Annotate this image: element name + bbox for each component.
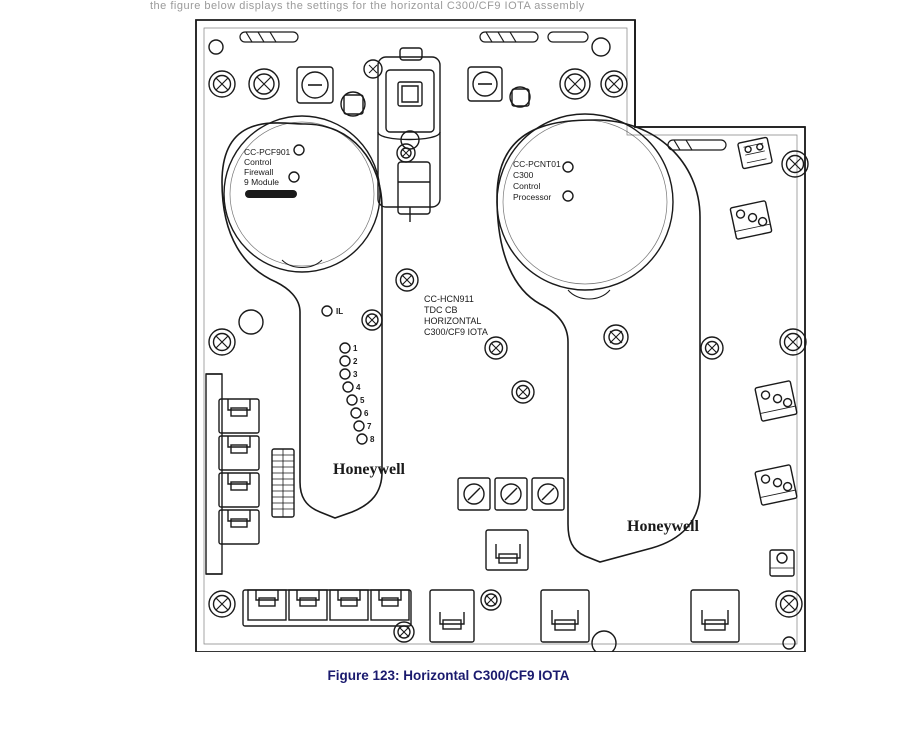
led-label-4: 4 bbox=[356, 383, 361, 392]
cf9-label-line4: 9 Module bbox=[244, 177, 279, 187]
iota-label-line2: TDC CB bbox=[424, 305, 458, 315]
c300-label-line1: CC-PCNT01 bbox=[513, 159, 561, 169]
iota-label-line4: C300/CF9 IOTA bbox=[424, 327, 488, 337]
led-label-5: 5 bbox=[360, 396, 365, 405]
page-top-partial-text: the figure below displays the settings for the horizontal C300/CF9 IOTA assembly bbox=[150, 0, 585, 12]
cf9-label-line2: Control bbox=[244, 157, 272, 167]
led-label-power: IL bbox=[336, 307, 344, 316]
iota-board-outline bbox=[196, 20, 805, 652]
led-label-1: 1 bbox=[353, 344, 358, 353]
c300-label-line3: Control bbox=[513, 181, 541, 191]
iota-label-line1: CC-HCN911 bbox=[424, 294, 474, 304]
honeywell-brand-left: Honeywell bbox=[333, 461, 405, 478]
cf9-label-line1: CC-PCF901 bbox=[244, 147, 291, 157]
iota-label-line3: HORIZONTAL bbox=[424, 316, 482, 326]
led-label-2: 2 bbox=[353, 357, 358, 366]
cf9-label-line3: Firewall bbox=[244, 167, 274, 177]
board-right-notch bbox=[635, 20, 805, 127]
figure-caption: Figure 123: Horizontal C300/CF9 IOTA bbox=[327, 668, 570, 683]
led-label-7: 7 bbox=[367, 422, 372, 431]
led-label-3: 3 bbox=[353, 370, 358, 379]
c300-label-line2: C300 bbox=[513, 170, 534, 180]
figure-image bbox=[0, 12, 897, 652]
led-label-8: 8 bbox=[370, 435, 375, 444]
honeywell-brand-right: Honeywell bbox=[627, 518, 699, 535]
c300-label-line4: Processor bbox=[513, 192, 552, 202]
led-label-6: 6 bbox=[364, 409, 369, 418]
